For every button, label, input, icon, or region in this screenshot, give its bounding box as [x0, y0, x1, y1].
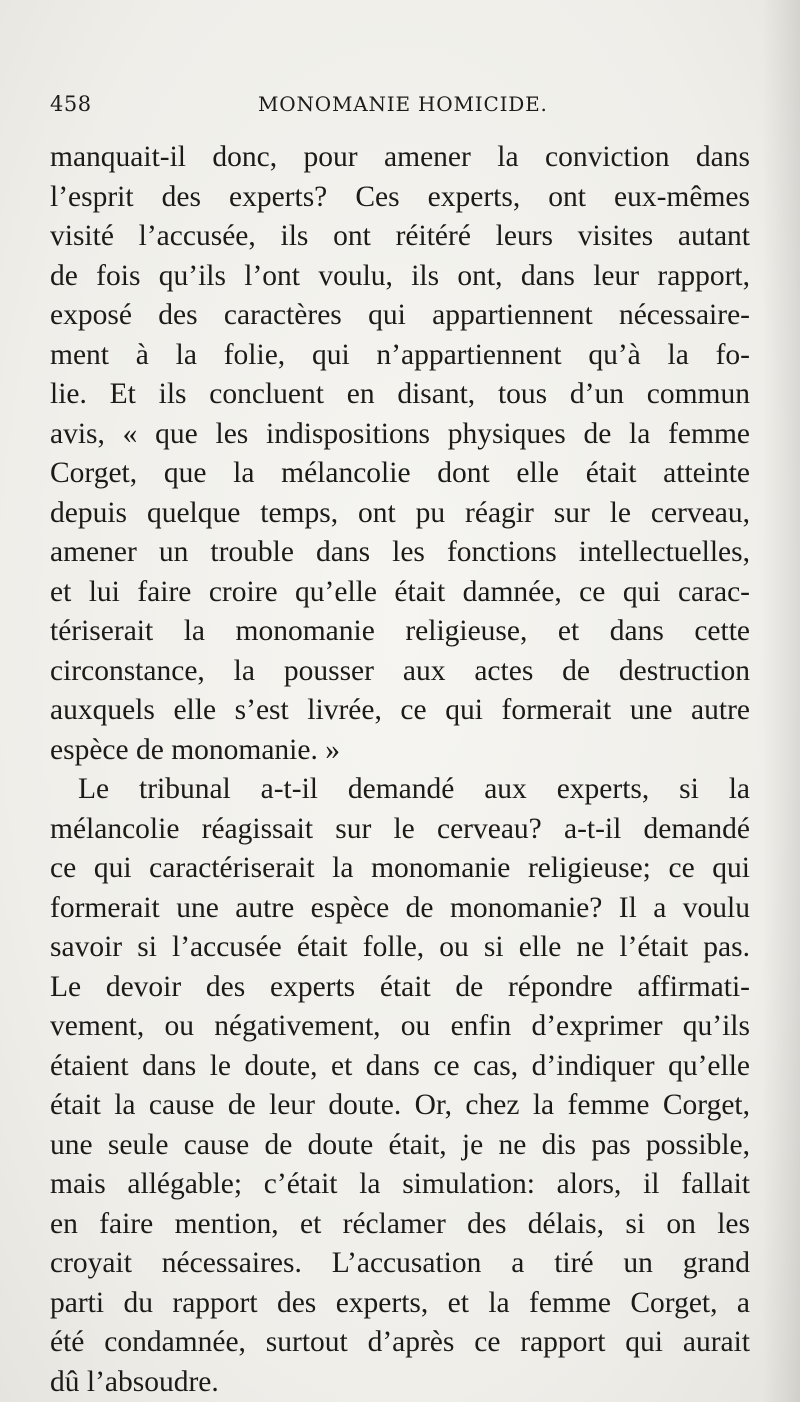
- page-number: 458: [50, 92, 92, 116]
- page-edge-shadow: [762, 0, 800, 1402]
- text-line: étaient dans le doute, et dans ce cas, d’indiquer qu’elle: [50, 1049, 750, 1082]
- text-line: de fois qu’ils l’ont voulu, ils ont, dans leur rapport,: [50, 259, 750, 292]
- running-title: MONOMANIE HOMICIDE.: [258, 92, 548, 116]
- text-line: visité l’accusée, ils ont réitéré leurs visites autant: [50, 220, 750, 252]
- text-line: mélancolie réagissait sur le cerveau? a-t-il demandé: [50, 812, 750, 845]
- text-line: était la cause de leur doute. Or, chez la femme Corget,: [50, 1089, 750, 1121]
- text-line: amener un trouble dans les fonctions intellectuelles,: [50, 536, 750, 568]
- text-line: et lui faire croire qu’elle était damnée, ce qui carac-: [50, 575, 750, 608]
- text-line: ment à la folie, qui n’appartiennent qu’à la fo-: [50, 338, 750, 371]
- text-line: circonstance, la pousser aux actes de destruction: [50, 654, 750, 687]
- text-line: en faire mention, et réclamer des délais, si on les: [50, 1207, 750, 1240]
- text-line: auxquels elle s’est livrée, ce qui formerait une autre: [50, 694, 750, 726]
- text-line: dû l’absoudre.: [50, 1365, 219, 1398]
- text-line: exposé des caractères qui appartiennent nécessaire-: [50, 299, 750, 331]
- text-line: manquait-il donc, pour amener la conviction dans: [50, 141, 750, 173]
- text-line: tériserait la monomanie religieuse, et dans cette: [50, 615, 750, 647]
- text-line: Le devoir des experts était de répondre affirmati-: [50, 970, 750, 1003]
- text-line: lie. Et ils concluent en disant, tous d’un commun: [50, 378, 750, 410]
- text-line: Corget, que la mélancolie dont elle était atteinte: [50, 457, 750, 489]
- text-line: formerait une autre espèce de monomanie? Il a voulu: [50, 891, 750, 924]
- text-line: depuis quelque temps, ont pu réagir sur le cerveau,: [50, 496, 750, 529]
- text-line: espèce de monomanie. »: [50, 733, 340, 766]
- text-line: avis, « que les indispositions physiques de la femme: [50, 417, 750, 450]
- text-line: croyait nécessaires. L’accusation a tiré un grand: [50, 1247, 750, 1279]
- text-line: parti du rapport des experts, et la femme Corget, a: [50, 1286, 750, 1319]
- text-line: mais allégable; c’était la simulation: alors, il fallait: [50, 1168, 750, 1200]
- paragraph-2: [50, 770, 750, 1402]
- text-line: ce qui caractériserait la monomanie religieuse; ce qui: [50, 852, 750, 884]
- paragraph-1: [50, 138, 750, 770]
- text-line: savoir si l’accusée était folle, ou si elle ne l’était pas.: [50, 931, 750, 963]
- page-header: [50, 92, 750, 132]
- body-text: [50, 138, 750, 1402]
- text-line: une seule cause de doute était, je ne dis pas possible,: [50, 1128, 750, 1161]
- text-line: vement, ou négativement, ou enfin d’exprimer qu’ils: [50, 1010, 750, 1042]
- text-line: Le tribunal a-t-il demandé aux experts, si la: [78, 773, 750, 805]
- text-line: été condamnée, surtout d’après ce rapport qui aurait: [50, 1326, 750, 1358]
- text-line: l’esprit des experts? Ces experts, ont eux-mêmes: [50, 180, 750, 213]
